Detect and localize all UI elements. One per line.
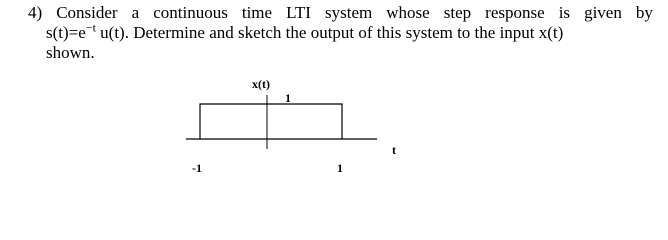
line1-word: system bbox=[325, 3, 373, 22]
line1-word: response bbox=[485, 3, 545, 22]
step-response-prefix: s(t)=e bbox=[46, 23, 86, 42]
line1-word: by bbox=[635, 3, 653, 22]
line1-word: LTI bbox=[286, 3, 311, 22]
line1-word: time bbox=[241, 3, 273, 22]
problem-number: 4) bbox=[28, 3, 43, 22]
line2-text: u(t). Determine and sketch the output of this system to the input x(t) bbox=[95, 23, 564, 42]
exponent: −t bbox=[85, 20, 96, 35]
line1-word: given bbox=[584, 3, 622, 22]
pulse-outline bbox=[200, 104, 342, 139]
line1-word: is bbox=[558, 3, 571, 22]
line1-word: whose bbox=[386, 3, 430, 22]
right-tick-label: 1 bbox=[337, 161, 343, 175]
pulse-height-label: 1 bbox=[285, 91, 291, 105]
y-axis-label: x(t) bbox=[252, 77, 270, 91]
line1-word: step bbox=[443, 3, 472, 22]
line1-word: a bbox=[131, 3, 140, 22]
left-tick-label: -1 bbox=[192, 161, 202, 175]
line1-word: continuous bbox=[153, 3, 228, 22]
x-axis-label: t bbox=[392, 143, 396, 157]
line1-word: Consider bbox=[56, 3, 118, 22]
problem-line-3: shown. bbox=[46, 43, 95, 62]
